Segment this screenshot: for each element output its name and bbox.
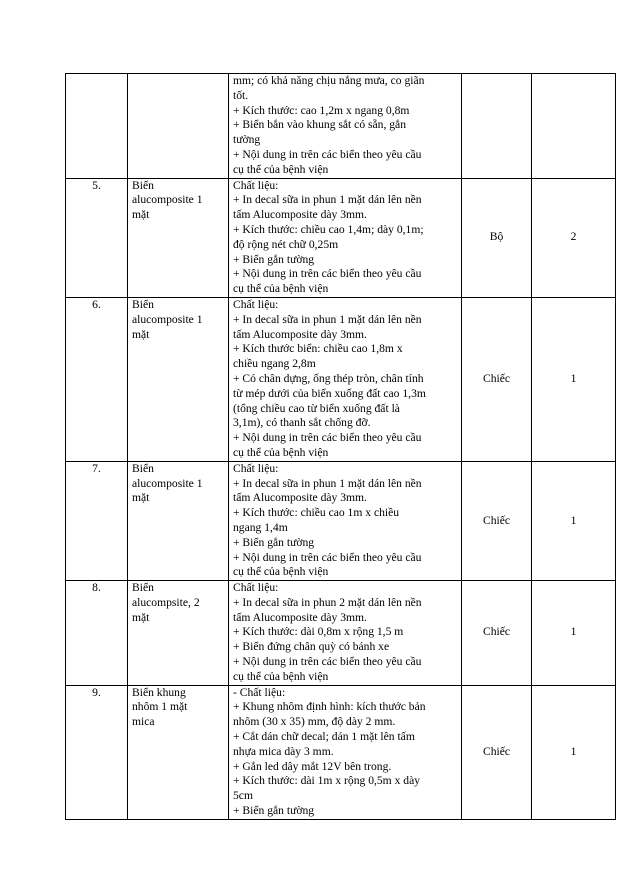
- name-line: Biển: [132, 297, 154, 311]
- name-line: mica: [132, 715, 155, 729]
- desc-line: Chất liệu:: [233, 297, 279, 311]
- desc-line: 5cm: [233, 789, 253, 803]
- name-line: alucomposite 1: [132, 476, 203, 490]
- table-row: [66, 461, 616, 580]
- item-description: [229, 74, 462, 179]
- item-number: [66, 74, 128, 179]
- desc-line: + Khung nhôm định hình: kích thước bản: [233, 700, 426, 714]
- item-name: [128, 461, 229, 580]
- desc-line: tốt.: [233, 88, 249, 102]
- desc-line: ngang 1,4m: [233, 520, 288, 534]
- desc-line: + Nội dung in trên các biển theo yêu cầu: [233, 267, 422, 281]
- item-name: [128, 178, 229, 297]
- item-number: 5.: [66, 178, 128, 297]
- item-unit: Chiếc: [462, 581, 532, 686]
- name-line: mặt: [132, 327, 150, 341]
- name-line: mặt: [132, 208, 150, 222]
- desc-line: + Cắt dán chữ decal; dán 1 mặt lên tấm: [233, 730, 415, 744]
- item-quantity: 2: [532, 178, 616, 297]
- item-unit: Chiếc: [462, 297, 532, 461]
- desc-line: + In decal sữa in phun 2 mặt dán lên nền: [233, 595, 422, 609]
- name-line: Biển: [132, 178, 154, 192]
- item-name: [128, 297, 229, 461]
- desc-line: + Nội dung in trên các biển theo yêu cầu: [233, 550, 422, 564]
- desc-line: + In decal sữa in phun 1 mặt dán lên nền: [233, 193, 422, 207]
- desc-line: nhôm (30 x 35) mm, độ dày 2 mm.: [233, 715, 396, 729]
- item-name: [128, 685, 229, 819]
- item-number: 9.: [66, 685, 128, 819]
- item-description: [229, 461, 462, 580]
- desc-line: cụ thể của bệnh viện: [233, 445, 329, 459]
- desc-line: cụ thể của bệnh viện: [233, 162, 329, 176]
- desc-line: Chất liệu:: [233, 461, 279, 475]
- name-line: Biển: [132, 461, 154, 475]
- table-row: [66, 685, 616, 819]
- item-unit: [462, 74, 532, 179]
- table-row: [66, 74, 616, 179]
- name-line: alucomposite 1: [132, 193, 203, 207]
- desc-line: chiều ngang 2,8m: [233, 357, 316, 371]
- desc-line: độ rộng nét chữ 0,25m: [233, 237, 339, 251]
- desc-line: cụ thể của bệnh viện: [233, 565, 329, 579]
- desc-line: tấm Alucomposite dày 3mm.: [233, 610, 367, 624]
- desc-line: + Nội dung in trên các biển theo yêu cầu: [233, 147, 422, 161]
- table-row: [66, 581, 616, 686]
- item-description: [229, 178, 462, 297]
- desc-line: + Gắn led dây mắt 12V bên trong.: [233, 759, 392, 773]
- desc-line: + Kích thước: cao 1,2m x ngang 0,8m: [233, 103, 410, 117]
- desc-line: + Kích thước biển: chiều cao 1,8m x: [233, 342, 403, 356]
- desc-line: tấm Alucomposite dày 3mm.: [233, 491, 367, 505]
- desc-line: + Kích thước: dài 1m x rộng 0,5m x dày: [233, 774, 421, 788]
- desc-line: + Biển gắn tường: [233, 535, 315, 549]
- desc-line: + Kích thước: chiều cao 1m x chiều: [233, 506, 400, 520]
- desc-line: mm; có khả năng chịu nắng mưa, co giãn: [233, 74, 425, 87]
- item-unit: Chiếc: [462, 685, 532, 819]
- desc-line: + Có chân dựng, ống thép tròn, chân tính: [233, 371, 424, 385]
- desc-line: + In decal sữa in phun 1 mặt dán lên nền: [233, 476, 422, 490]
- item-quantity: 1: [532, 581, 616, 686]
- desc-line: + In decal sữa in phun 1 mặt dán lên nền: [233, 312, 422, 326]
- desc-line: tường: [233, 133, 261, 147]
- desc-line: (tổng chiều cao từ biển xuống đất là: [233, 401, 400, 415]
- desc-line: cụ thể của bệnh viện: [233, 669, 329, 683]
- item-number: 8.: [66, 581, 128, 686]
- item-number: 7.: [66, 461, 128, 580]
- desc-line: tấm Alucomposite dày 3mm.: [233, 327, 367, 341]
- desc-line: 3,1m), có thanh sắt chống đỡ.: [233, 416, 371, 430]
- item-quantity: 1: [532, 297, 616, 461]
- desc-line: cụ thể của bệnh viện: [233, 282, 329, 296]
- name-line: nhôm 1 mặt: [132, 700, 188, 714]
- name-line: alucomposite 1: [132, 312, 203, 326]
- desc-line: + Biển gắn tường: [233, 252, 315, 266]
- name-line: alucompsite, 2: [132, 595, 200, 609]
- table-row: [66, 297, 616, 461]
- table-row: [66, 178, 616, 297]
- item-description: [229, 685, 462, 819]
- desc-line: Chất liệu:: [233, 178, 279, 192]
- desc-line: - Chất liệu:: [233, 685, 286, 699]
- item-number: 6.: [66, 297, 128, 461]
- item-unit: Bộ: [462, 178, 532, 297]
- item-name: [128, 581, 229, 686]
- desc-line: nhựa mica dày 3 mm.: [233, 744, 334, 758]
- item-description: [229, 581, 462, 686]
- specification-table: [65, 73, 616, 820]
- name-line: mặt: [132, 491, 150, 505]
- item-quantity: [532, 74, 616, 179]
- desc-line: tấm Alucomposite dày 3mm.: [233, 208, 367, 222]
- desc-line: + Kích thước: dài 0,8m x rộng 1,5 m: [233, 625, 404, 639]
- desc-line: + Biển đứng chân quỳ có bánh xe: [233, 640, 390, 654]
- item-name: [128, 74, 229, 179]
- item-quantity: 1: [532, 461, 616, 580]
- desc-line: + Biển gắn tường: [233, 804, 315, 818]
- item-quantity: 1: [532, 685, 616, 819]
- item-unit: Chiếc: [462, 461, 532, 580]
- name-line: Biển: [132, 581, 154, 595]
- desc-line: Chất liệu:: [233, 581, 279, 595]
- table-body: [66, 74, 616, 820]
- desc-line: + Nội dung in trên các biển theo yêu cầu: [233, 655, 422, 669]
- desc-line: + Biển bắn vào khung sắt có sẵn, gắn: [233, 118, 407, 132]
- desc-line: + Kích thước: chiều cao 1,4m; dày 0,1m;: [233, 222, 424, 236]
- desc-line: + Nội dung in trên các biển theo yêu cầu: [233, 431, 422, 445]
- name-line: Biển khung: [132, 685, 186, 699]
- item-description: [229, 297, 462, 461]
- desc-line: từ mép dưới của biển xuống đất cao 1,3m: [233, 386, 426, 400]
- name-line: mặt: [132, 610, 150, 624]
